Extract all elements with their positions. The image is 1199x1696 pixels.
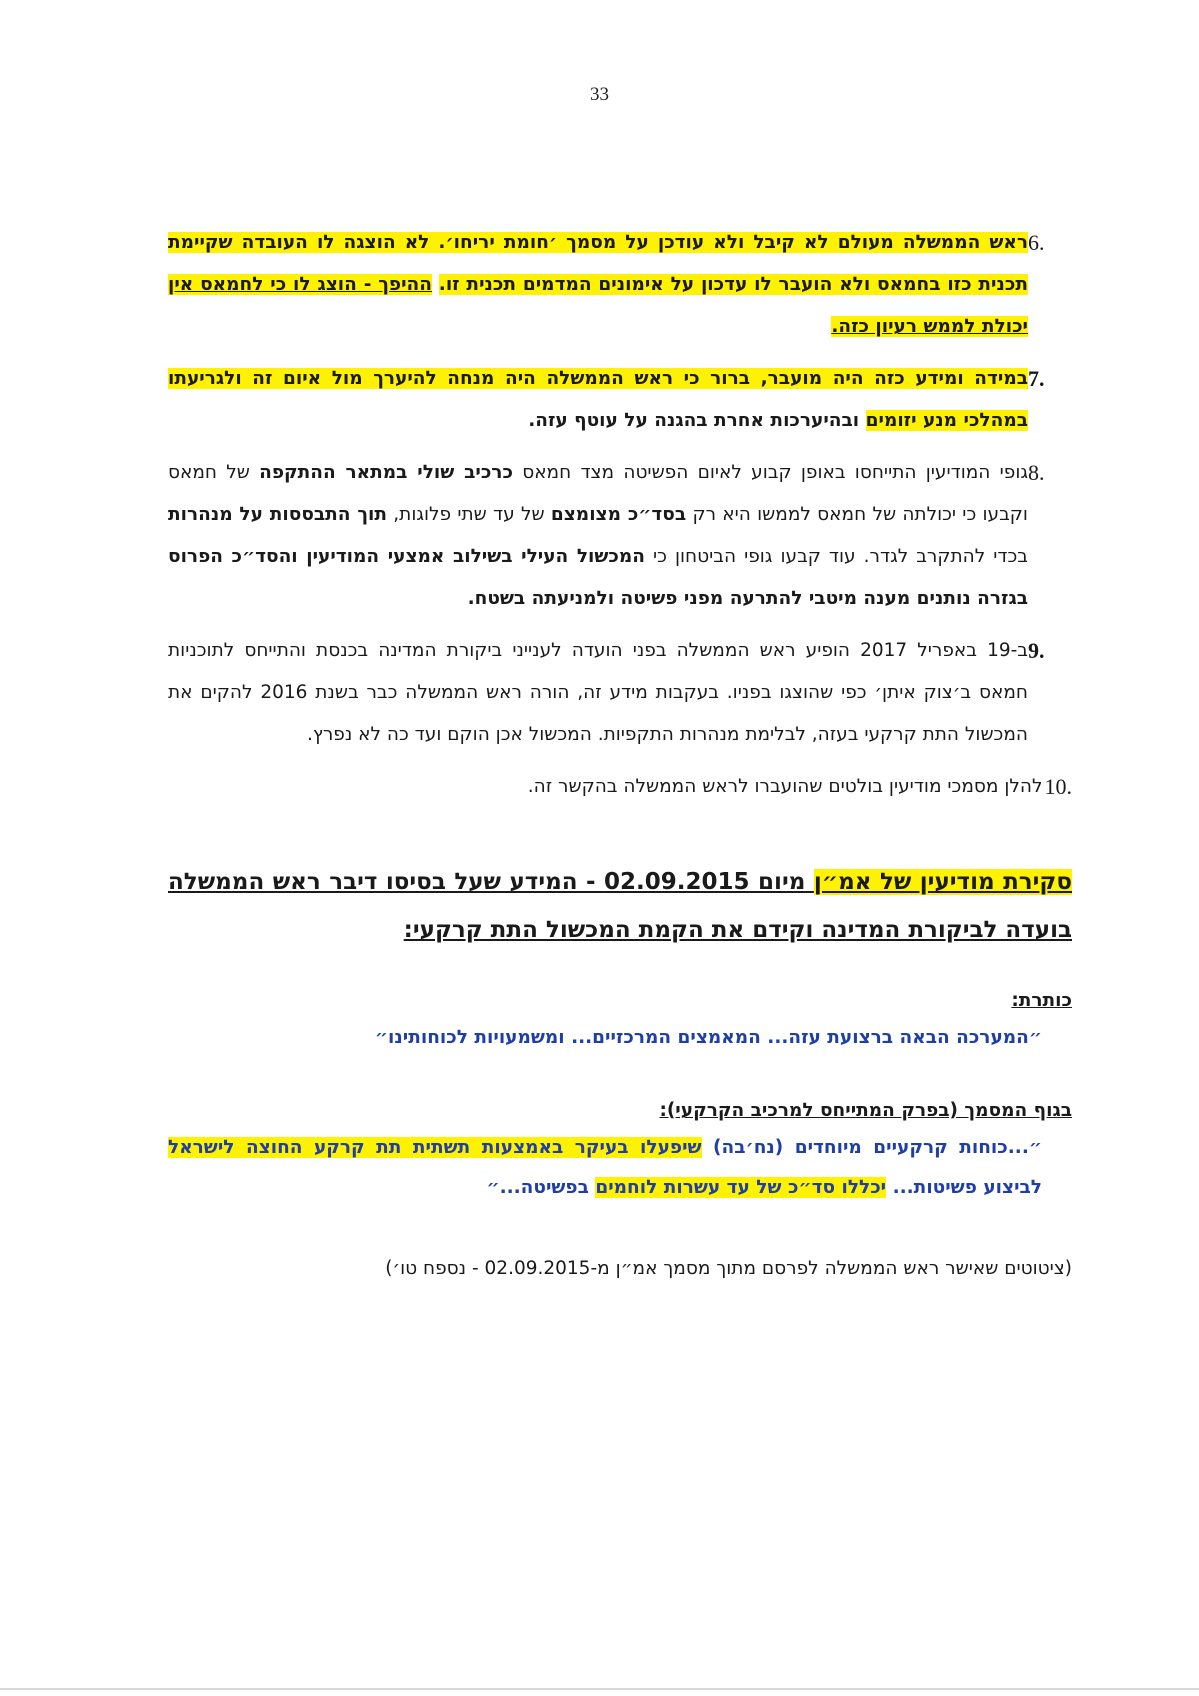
- item-number: 10.: [1044, 774, 1072, 799]
- quote-text: לביצוע פשיטות...: [892, 1177, 1042, 1198]
- body-label: בגוף המסמך (בפרק המתייחס למרכיב הקרקעי):: [659, 1100, 1072, 1121]
- text-run: גופי המודיעין התייחסו באופן קבוע לאיום הפשיטה מצד חמאס: [522, 462, 1029, 483]
- quote-text: ״...כוחות קרקעיים מיוחדים (נח׳בה): [713, 1137, 1042, 1158]
- title-label: כותרת:: [1011, 990, 1072, 1011]
- heading-text: מיום 02.09.2015 - המידע שעל בסיסו דיבר ראש הממשלה בועדה לביקורת המדינה וקידם את הקמת המכשול התת קרקעי:: [168, 869, 1072, 943]
- highlighted-text: במידה ומידע כזה היה מועבר, ברור כי ראש הממשלה היה מנחה להיערך מול איום זה ולגריעתו במהלכי מנע יזומים: [168, 368, 1028, 431]
- text-run: של חמאס וקבעו כי יכולתה של חמאס לממשו היא רק: [168, 462, 1028, 525]
- item-number: 6.: [1028, 230, 1045, 255]
- list-item-9: [168, 630, 1072, 756]
- highlighted-text: ראש הממשלה מעולם לא קיבל ולא עודכן על מסמך ׳חומת יריחו׳. לא הוצגה לו העובדה שקיימת תכנית כזו בחמאס ולא הועבר לו עדכון על אימונים המדמים תכנית זו.: [168, 232, 1028, 295]
- page-number: 33: [590, 84, 609, 105]
- body-quote: [168, 1128, 1072, 1208]
- bold-text: ובהיערכות אחרת בהגנה על עוטף עזה.: [528, 410, 860, 431]
- highlighted-underlined-text: ההיפך - הוצג לו כי לחמאס אין יכולת לממש רעיון כזה.: [168, 274, 1028, 337]
- section-heading: [168, 858, 1072, 954]
- text-run: של עד שתי פלוגות,: [393, 504, 545, 525]
- bold-text: בסד״כ מצומצם: [550, 504, 687, 525]
- item-number: 7.: [1028, 366, 1045, 391]
- bold-text: המכשול העילי בשילוב אמצעי המודיעין והסד״כ הפרוס בגזרה נותנים מענה מיטבי להתרעה מפני פשיטה ולמניעתה בשטח.: [168, 546, 1028, 609]
- source-caption: (ציטוטים שאישר ראש הממשלה לפרסם מתוך מסמך אמ״ן מ-02.09.2015 - נספח טו׳): [385, 1258, 1072, 1279]
- item-text: להלן מסמכי מודיעין בולטים שהועברו לראש הממשלה בהקשר זה.: [527, 776, 1043, 797]
- quote-text: בפשיטה...״: [486, 1177, 589, 1198]
- spacer: [168, 1058, 1072, 1094]
- item-text: [168, 222, 1028, 348]
- item-number: 8.: [1028, 460, 1045, 485]
- text-run: בכדי להתקרב לגדר. עוד קבעו גופי הביטחון כי: [653, 546, 1028, 567]
- item-text: [168, 358, 1028, 442]
- document-body: [168, 222, 1072, 1286]
- title-quote: ״המערכה הבאה ברצועת עזה... המאמצים המרכזיים... ומשמעויות לכוחותינו״: [374, 1027, 1042, 1048]
- list-item-7: [168, 358, 1072, 442]
- list-item-6: [168, 222, 1072, 348]
- highlighted-quote-text: שיפעלו בעיקר באמצעות תשתית תת קרקע החוצה לישראל: [168, 1137, 702, 1158]
- bold-text: כרכיב שולי במתאר ההתקפה: [259, 462, 513, 483]
- item-text: [168, 452, 1028, 620]
- list-item-8: [168, 452, 1072, 620]
- footer-divider: [0, 1688, 1199, 1690]
- highlighted-quote-text: יכללו סד״כ של עד עשרות לוחמים: [595, 1177, 887, 1198]
- highlighted-text: סקירת מודיעין של אמ״ן: [813, 869, 1072, 895]
- item-number: 9.: [1028, 638, 1045, 663]
- list-item-10: [168, 766, 1072, 808]
- item-text: ב-19 באפריל 2017 הופיע ראש הממשלה בפני הועדה לענייני ביקורת המדינה בכנסת והתייחס לתוכניות חמאס ב׳צוק איתן׳ כפי שהוצגו בפניו. בעקבות מידע זה, הורה ראש הממשלה כבר בשנת 2016 להקים את המכשול התת קרקעי בעזה, לבלימת מנהרות התקפיות. המכשול אכן הוקם ועד כה לא נפרץ.: [168, 640, 1028, 745]
- bold-text: תוך התבססות על מנהרות: [168, 504, 388, 525]
